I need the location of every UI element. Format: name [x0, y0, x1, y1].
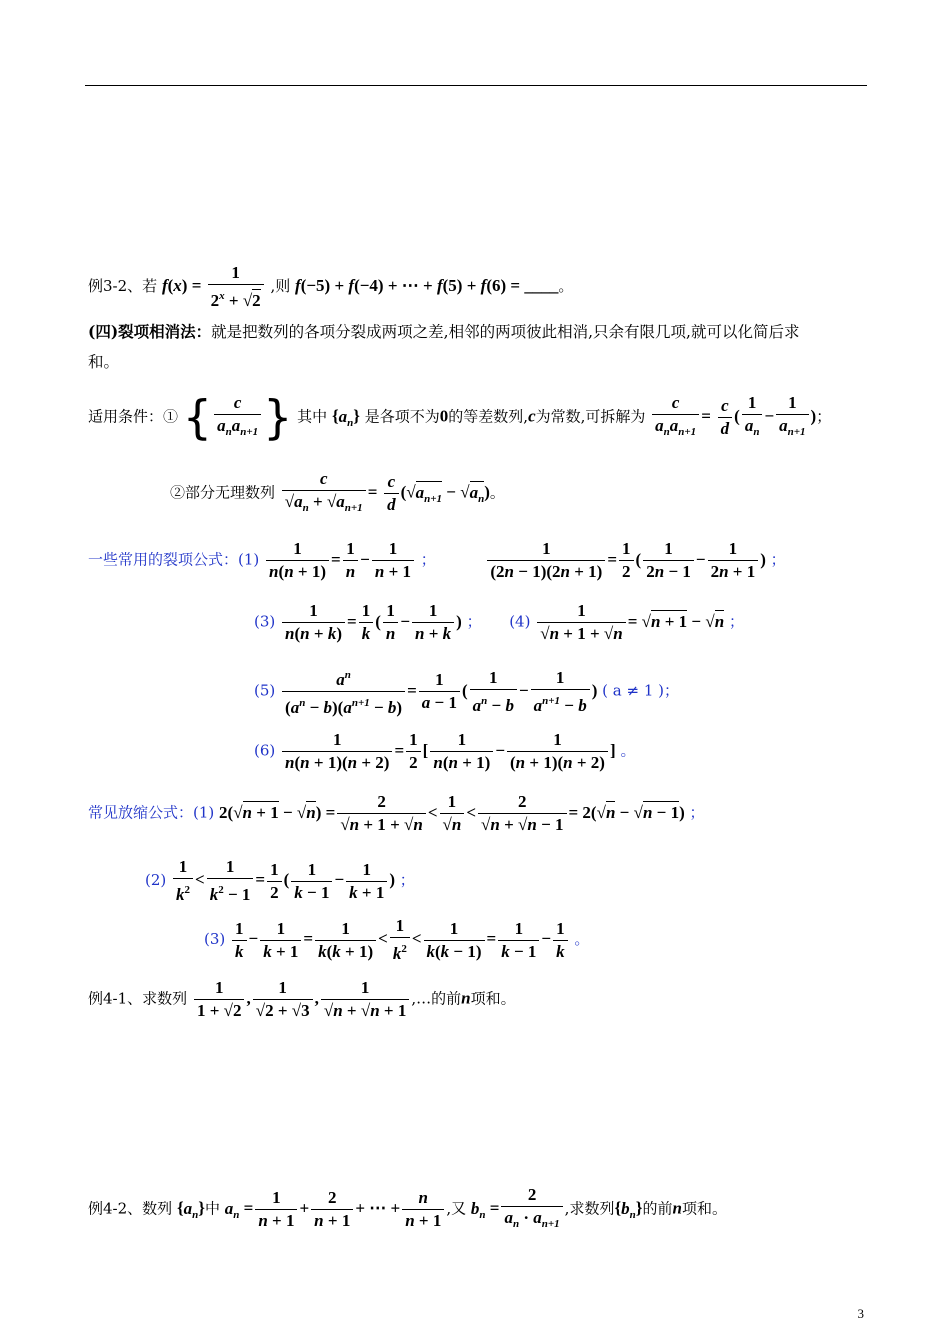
split-formulas-row-4: (6) $\frac{1}{n(n + 1)(n + 2)}$ = $\frac{1}{2}$ [ $\frac{1}{n(n + 1)}$ − $\frac{1}{(n + 1)(n + 2)}$ ] 。: [254, 730, 636, 772]
shrink-formulas-row-3: (3) $\frac{1}{k}$ − $\frac{1}{k + 1}$ = $\frac{1}{k(k + 1)}$ < $\frac{1}{k^2}$ < $\frac{1}{k(k - 1)}$ = $\frac{1}{k - 1}$ − $\frac{1}{k}$ 。: [204, 916, 590, 963]
split-n1: (1): [238, 550, 260, 569]
ex42-t3: ,求数列: [564, 1199, 615, 1218]
condition-2: ②部分无理数列 $\frac{c}{√a_n + √a_{n+1}}$ = $\frac{c}{d}$ $(√a_{n+1} - √a_n)$。: [170, 469, 505, 514]
section-4-text-1: 就是把数列的各项分裂成两项之差,相邻的两项彼此相消,只余有限几项,就可以化简后求: [211, 323, 800, 341]
split-n3: (3): [254, 612, 276, 631]
cond-t3: 的等差数列,: [448, 407, 529, 426]
section-4-intro: [88, 322, 799, 342]
split-n5: (5): [254, 681, 276, 700]
ex42-n: n: [672, 1198, 682, 1218]
split-semi-4: ；: [728, 612, 744, 631]
condition-label: 适用条件：①: [88, 407, 179, 426]
split-a-cond: ( a ≠ 1 )；: [602, 681, 680, 700]
example-4-2: 例4-2、数列 $\{a_n\}$中 $a_n$ = $\frac{1}{n + 1}$ + $\frac{2}{n + 1}$ + ⋯ + $\frac{n}{n + 1}$ ,又 $b_n$ = $\frac{2}{a_n \cdot a_{n+1}}$ ,求数列$\{b_n\}$的前n项和。: [88, 1185, 727, 1230]
split-label: 一些常用的裂项公式：: [88, 550, 239, 569]
shrink-formulas-row-1: 常见放缩公式：(1) 2(√n + 1 − √n) = $\frac{2}{√n + 1 + √n}$ < $\frac{1}{√n}$ < $\frac{2}{√n + √n - 1}$ = 2(√n − √n − 1) ；: [88, 792, 705, 834]
shrink-semi-2: ；: [399, 871, 415, 889]
split-semi-2: ；: [770, 550, 786, 569]
section-4-heading: (四)裂项相消法：: [88, 322, 212, 341]
cond2-end: 。: [489, 483, 505, 502]
shrink-label: 常见放缩公式：: [88, 803, 194, 822]
split-semi-1: ；: [420, 550, 436, 569]
split-semi-3: ；: [466, 612, 482, 631]
ex42-t2: ,又: [446, 1199, 467, 1218]
shrink-n3: (3): [204, 930, 226, 948]
shrink-n2: (2): [145, 871, 167, 889]
split-formulas-row-2: (3) $\frac{1}{n(n + k)}$ = $\frac{1}{k}$ ( $\frac{1}{n}$ − $\frac{1}{n + k}$ ) ； (4) $\frac{1}{√n + 1 + √n}$ = √n + 1 − √n ；: [254, 601, 744, 643]
cond-end: ；: [816, 407, 832, 426]
header-rule: [85, 85, 867, 86]
split-n4: (4): [509, 612, 531, 631]
shrink-end: 。: [574, 930, 590, 948]
cond-t4: 为常数,可拆解为: [535, 407, 646, 426]
split-formulas-row-3: (5) $\frac{a^n}{(a^n - b)(a^{n+1} - b)}$ = $\frac{1}{a - 1}$ ( $\frac{1}{a^n - b}$ − $\frac{1}{a^{n+1} - b}$ ) ( a ≠ 1 )；: [254, 664, 679, 719]
cond-zero: 0: [439, 406, 449, 426]
condition-1: 适用条件：① { $\frac{c}{a_na_{n+1}}$ } 其中 $\{a_n\}$ 是各项不为0的等差数列,c为常数,可拆解为 $\frac{c}{a_na_{n+1}}$ = $\frac{c}{d}$ ( $\frac{1}{a_n}$ − $\frac{1}{a_{n+1}}$ )；: [88, 390, 832, 445]
page-number: 3: [857, 1306, 864, 1321]
ex41-tail2: 项和。: [470, 989, 516, 1008]
cond-t2: 是各项不为: [364, 407, 440, 426]
split-formulas-row-1: 一些常用的裂项公式：(1) $\frac{1}{n(n + 1)}$ = $\frac{1}{n}$ − $\frac{1}{n + 1}$ ； $\frac{1}{(2n - 1)(2n + 1)}$ = $\frac{1}{2}$ ( $\frac{1}{2n - 1}$ − $\frac{1}{2n + 1}$ ) ；: [88, 539, 786, 581]
ex41-n: n: [461, 988, 471, 1008]
example-4-1: 例4-1、求数列 $\frac{1}{1 + √2}$ , $\frac{1}{√2 + √3}$ , $\frac{1}{√n + √n + 1}$ ,…的前n项和。: [88, 978, 516, 1020]
ex32-mid: ,则: [270, 277, 291, 295]
condition-2-label: ②部分无理数列: [170, 483, 276, 502]
cond-t1: 其中: [297, 407, 328, 426]
shrink-n1: (1): [193, 803, 215, 822]
shrink-formulas-row-2: (2) $\frac{1}{k^2}$ < $\frac{1}{k^2 - 1}$ = $\frac{1}{2}$ ( $\frac{1}{k - 1}$ − $\frac{1}{k + 1}$ ) ；: [145, 857, 415, 904]
split-end: 。: [620, 741, 636, 760]
ex32-label: 例3-2、若: [88, 277, 158, 295]
shrink-semi-1: ；: [689, 803, 705, 822]
ex42-t5: 项和。: [681, 1199, 727, 1218]
ex41-tail1: ,…的前: [411, 989, 462, 1008]
section-4-text-2: 和。: [88, 353, 120, 371]
ex41-label: 例4-1、求数列: [88, 989, 188, 1008]
example-3-2: 例3-2、若 f(x) = $\frac{1}{2^x + √2}$ ,则 f(−5) + f(−4) + ⋯ + f(5) + f(6) = ____。: [88, 263, 574, 310]
ex42-t4: 的前: [642, 1199, 673, 1218]
ex32-end: 。: [558, 277, 574, 295]
ex42-t1: 中: [204, 1199, 220, 1218]
ex42-label: 例4-2、数列: [88, 1199, 173, 1218]
split-n6: (6): [254, 741, 276, 760]
